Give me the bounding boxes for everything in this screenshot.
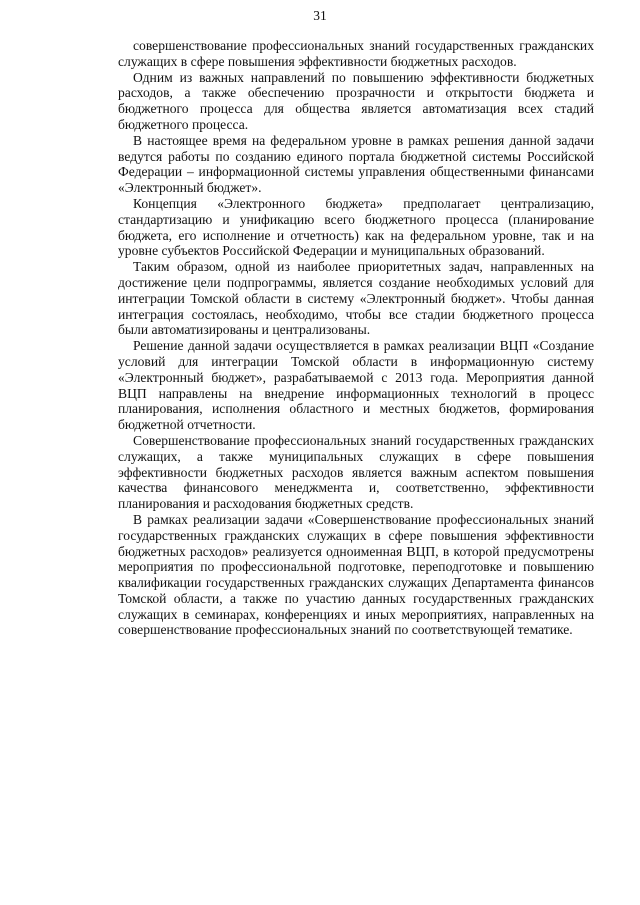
paragraph-continuation: совершенствование профессиональных знаний государственных гражданских служащих в сфере повышения эффективности бюджетных расходов. <box>118 38 594 69</box>
page-number: 31 <box>313 8 327 23</box>
paragraph-vcp-integration: Решение данной задачи осуществляется в рамках реализации ВЦП «Создание условий для интеграции Томской области в информационную систему «Электронный бюджет», разрабатываемой с 2013 года. Мероприятия данной ВЦП направлены на внедрение информационных технологий в процесс планирования, исполнения областного и местных бюджетов, формирования бюджетной отчетности. <box>118 338 594 433</box>
paragraph-professional-knowledge: Совершенствование профессиональных знаний государственных гражданских служащих, а также муниципальных служащих в сфере повышения эффективности бюджетных расходов является важным аспектом повышения качества финансового менеджмента и, соответственно, эффективности планирования и расходования бюджетных средств. <box>118 432 594 512</box>
document-body <box>118 38 594 638</box>
paragraph-federal-portal: В настоящее время на федеральном уровне в рамках решения данной задачи ведутся работы по созданию единого портала бюджетной системы Российской Федерации – информационной системы управления общественными финансами «Электронный бюджет». <box>118 132 594 196</box>
paragraph-concept: Концепция «Электронного бюджета» предполагает централизацию, стандартизацию и унификацию всего бюджетного процесса (планирование бюджета, его исполнение и отчетность) как на федеральном уровне, так и на уровне субъектов Российской Федерации и муниципальных образований. <box>118 195 594 259</box>
paragraph-vcp-training: В рамках реализации задачи «Совершенствование профессиональных знаний государственных гражданских служащих в сфере повышения эффективности бюджетных расходов» реализуется одноименная ВЦП, в которой предусмотрены мероприятия по профессиональной подготовке, переподготовке и повышению квалификации государственных гражданских служащих Департамента финансов Томской области, а также по участию данных государственных гражданских служащих в семинарах, конференциях и иных мероприятиях, направленных на совершенствование профессиональных знаний по соответствующей тематике. <box>118 511 594 638</box>
paragraph-priority-task: Таким образом, одной из наиболее приоритетных задач, направленных на достижение цели подпрограммы, является создание необходимых условий для интеграции Томской области в систему «Электронный бюджет». Чтобы данная интеграция состоялась, необходимо, чтобы все стадии бюджетного процесса были автоматизированы и централизованы. <box>118 259 594 338</box>
paragraph-automation: Одним из важных направлений по повышению эффективности бюджетных расходов, а также обеспечению прозрачности и открытости бюджета и бюджетного процесса для общества является автоматизация всех стадий бюджетного процесса. <box>118 69 594 132</box>
